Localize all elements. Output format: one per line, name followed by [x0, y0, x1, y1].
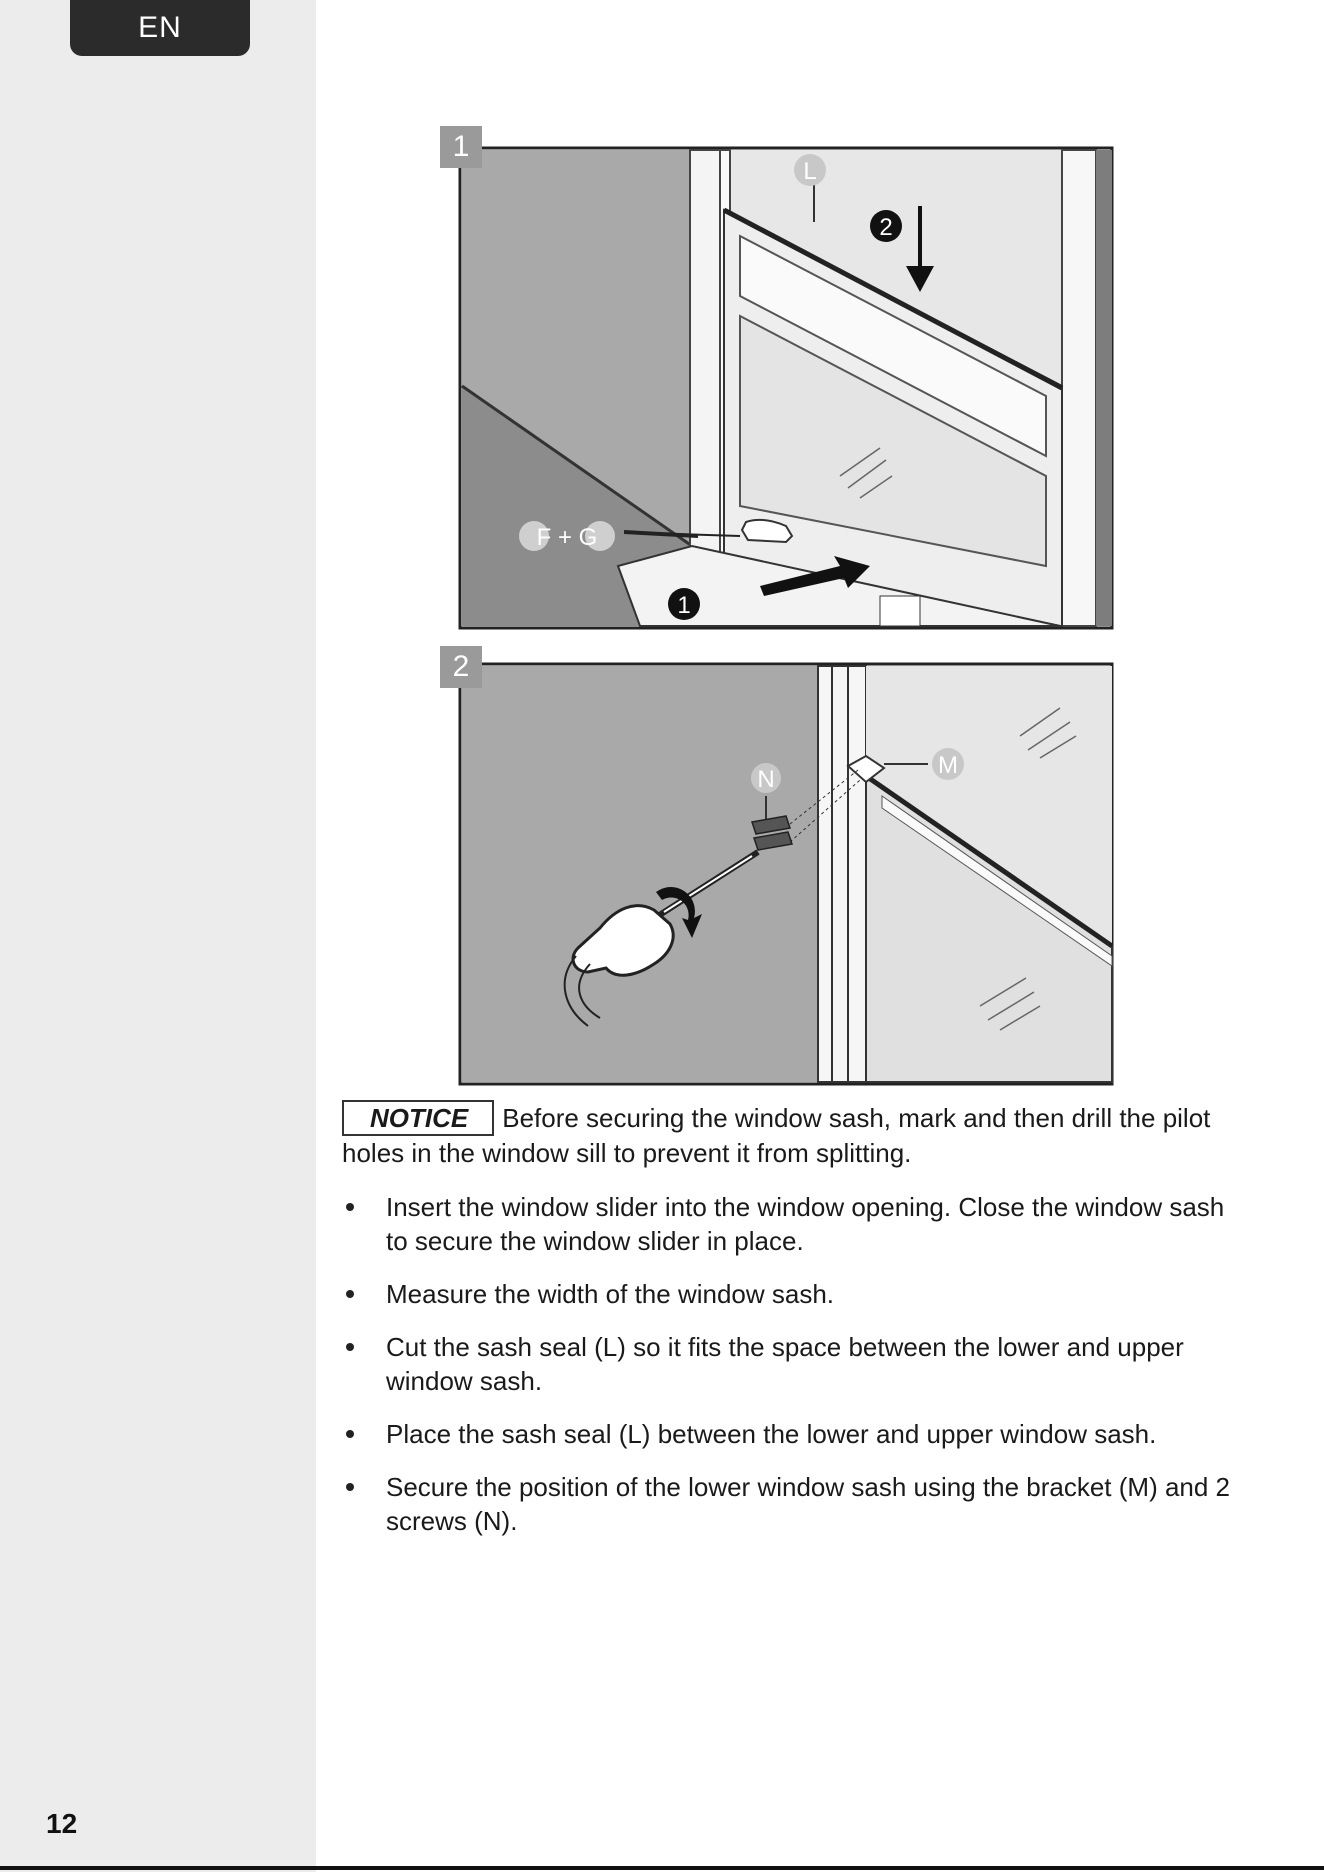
step-1-badge: 1	[440, 126, 482, 168]
label-l: L	[803, 158, 817, 185]
list-item: Insert the window slider into the window opening. Close the window sash to secure the window slider in place.	[342, 1190, 1242, 1258]
figure-step-1	[440, 126, 1134, 638]
sidebar	[0, 0, 316, 1872]
step-2-badge: 2	[440, 646, 482, 688]
notice-text: Before securing the window sash, mark and then drill the pilot holes in the window sill to prevent it from splitting.	[342, 1103, 1211, 1168]
page-number: 12	[46, 1808, 78, 1839]
bullet-icon	[346, 1290, 354, 1298]
list-item: Cut the sash seal (L) so it fits the space between the lower and upper window sash.	[342, 1330, 1242, 1398]
notice-tag: NOTICE	[342, 1100, 494, 1136]
bottom-rule	[0, 1866, 1324, 1870]
step-2-marker: 2	[879, 214, 893, 241]
step-1-marker: 1	[677, 592, 691, 619]
language-tab[interactable]: EN	[70, 0, 250, 56]
step-2-illustration	[440, 646, 1134, 1088]
label-n: N	[757, 766, 775, 793]
instruction-list	[342, 1190, 1242, 1538]
list-item: Secure the position of the lower window sash using the bracket (M) and 2 screws (N).	[342, 1470, 1242, 1538]
bullet-icon	[346, 1203, 354, 1211]
step-1-illustration	[440, 126, 1134, 638]
bullet-icon	[346, 1343, 354, 1351]
list-item: Measure the width of the window sash.	[342, 1277, 1242, 1311]
notice-paragraph	[342, 1100, 1242, 1170]
label-m: M	[938, 752, 958, 779]
bullet-icon	[346, 1430, 354, 1438]
label-fg: F + G	[536, 524, 598, 551]
figure-step-2	[440, 646, 1134, 1088]
instructions-text	[342, 1100, 1242, 1557]
list-item: Place the sash seal (L) between the lower and upper window sash.	[342, 1417, 1242, 1451]
bullet-icon	[346, 1483, 354, 1491]
